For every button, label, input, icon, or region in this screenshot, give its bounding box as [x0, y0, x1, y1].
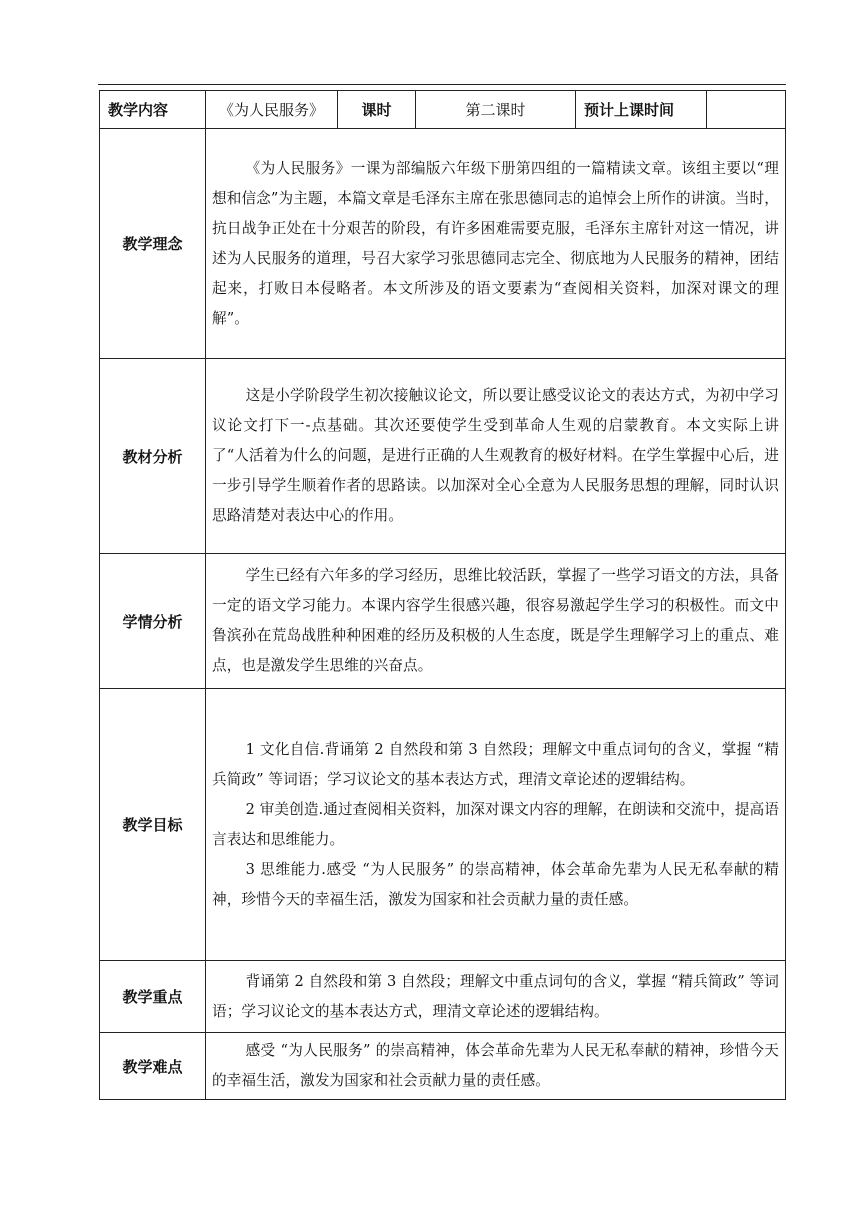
row-goals [100, 689, 786, 961]
material-paragraph: 这是小学阶段学生初次接触议论文，所以要让感受议论文的表达方式，为初中学习议论文打下一-点基础。其次还要使学生受到革命人生观的启蒙教育。本文实际上讲了“人活着为什么的问题，是进行正确的人生观教育的极好材料。在学生掌握中心后，进一步引导学生顺着作者的思路读。以加深对全心全意为人民服务思想的理解，同时认识思路清楚对表达中心的作用。 [212, 387, 779, 524]
goal-item: 3 思维能力.感受 “为人民服务” 的崇高精神，体会革命先辈为人民无私奉献的精神，珍惜今天的幸福生活，激发为国家和社会贡献力量的责任感。 [212, 860, 779, 908]
material-content [206, 359, 786, 554]
goal-item: 1 文化自信.背诵第 2 自然段和第 3 自然段；理解文中重点词句的含义，掌握 “精兵简政” 等词语；学习议论文的基本表达方式，理清文章论述的逻辑结构。 [212, 740, 779, 788]
material-label: 教材分析 [100, 359, 206, 554]
goals-content [206, 689, 786, 961]
time-value [707, 91, 786, 129]
difficulties-label: 教学难点 [100, 1033, 206, 1100]
goal-item: 2 审美创造.通过查阅相关资料，加深对课文内容的理解，在朗读和交流中，提高语言表达和思维能力。 [212, 800, 779, 848]
difficulties-paragraph: 感受 “为人民服务” 的崇高精神，体会革命先辈为人民无私奉献的精神，珍惜今天的幸福生活，激发为国家和社会贡献力量的责任感。 [212, 1042, 779, 1089]
period-label: 课时 [338, 91, 416, 129]
lesson-plan-table [99, 90, 786, 1100]
header-rule [98, 84, 786, 85]
concept-paragraph: 《为人民服务》一课为部编版六年级下册第四组的一篇精读文章。该组主要以“理想和信念”为主题，本篇文章是毛泽东主席在张思德同志的追悼会上所作的讲演。当时，抗日战争正处在十分艰苦的阶段，有许多困难需要克服，毛泽东主席针对这一情况，讲述为人民服务的道理，号召大家学习张思德同志完全、彻底地为人民服务的精神，团结起来，打败日本侵略者。本文所涉及的语文要素为“查阅相关资料，加深对课文的理解”。 [212, 159, 779, 327]
difficulties-content [206, 1033, 786, 1100]
row-learner [100, 554, 786, 689]
concept-label: 教学理念 [100, 129, 206, 359]
key-points-paragraph: 背诵第 2 自然段和第 3 自然段；理解文中重点词句的含义，掌握 “精兵简政” 等词语；学习议论文的基本表达方式，理清文章论述的逻辑结构。 [212, 972, 779, 1020]
time-label: 预计上课时间 [576, 91, 707, 129]
content-label: 教学内容 [100, 91, 206, 129]
row-material [100, 359, 786, 554]
learner-paragraph: 学生已经有六年多的学习经历，思维比较活跃，掌握了一些学习语文的方法，具备一定的语文学习能力。本课内容学生很感兴趣，很容易激起学生学习的积极性。而文中鲁滨孙在荒岛战胜种种困难的经历及积极的人生态度，既是学生理解学习上的重点、难点，也是激发学生思维的兴奋点。 [212, 567, 779, 674]
row-key-points [100, 961, 786, 1033]
content-value: 《为人民服务》 [206, 91, 338, 129]
key-points-content [206, 961, 786, 1033]
goals-label: 教学目标 [100, 689, 206, 961]
row-concept [100, 129, 786, 359]
key-points-label: 教学重点 [100, 961, 206, 1033]
learner-label: 学情分析 [100, 554, 206, 689]
concept-content [206, 129, 786, 359]
period-value: 第二课时 [416, 91, 576, 129]
row-difficulties [100, 1033, 786, 1100]
learner-content [206, 554, 786, 689]
header-row [100, 91, 786, 129]
